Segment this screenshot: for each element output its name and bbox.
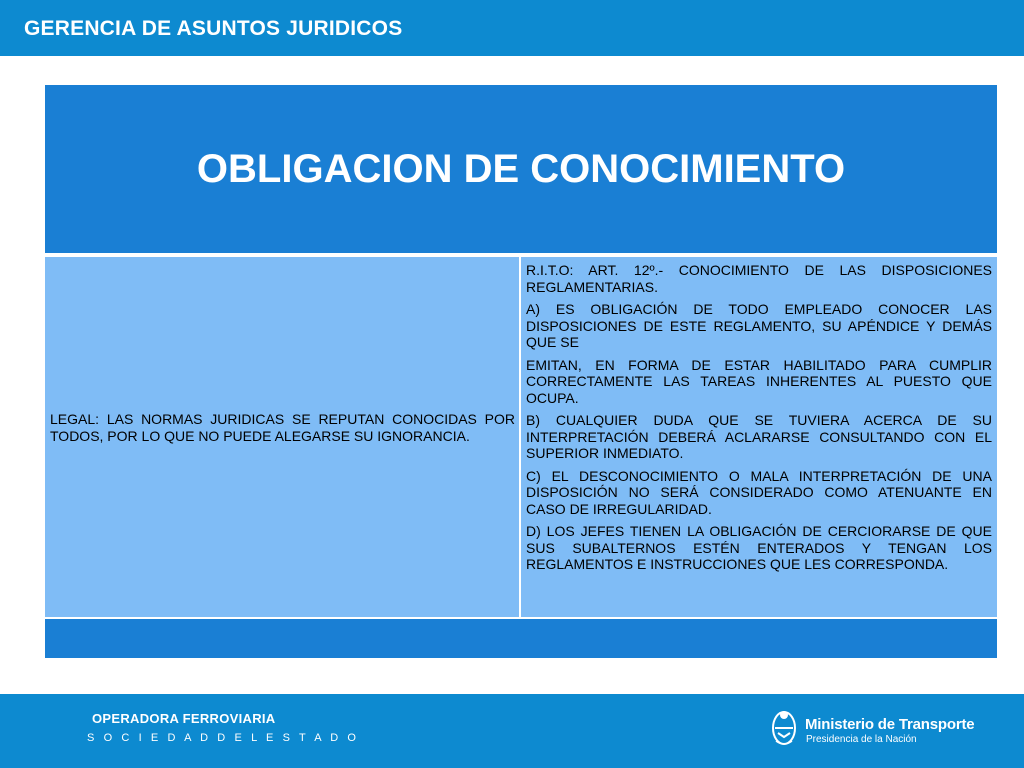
argentina-shield-icon — [770, 707, 798, 747]
rito-paragraph-list — [526, 262, 992, 579]
rito-paragraph: A) ES OBLIGACIÓN DE TODO EMPLEADO CONOCER LAS DISPOSICIONES DE ESTE REGLAMENTO, SU APÉNDICE Y DEMÁS QUE SE — [526, 301, 992, 350]
bottom-footer-bar — [0, 694, 1024, 768]
table-heading: OBLIGACION DE CONOCIMIENTO — [196, 147, 846, 191]
table-footer-cell — [45, 619, 997, 658]
legal-text: LEGAL: LAS NORMAS JURIDICAS SE REPUTAN CONOCIDAS POR TODOS, POR LO QUE NO PUEDE ALEGARSE SU IGNORANCIA. — [50, 411, 515, 444]
rito-paragraph: C) EL DESCONOCIMIENTO O MALA INTERPRETACIÓN DE UNA DISPOSICIÓN NO SERÁ CONSIDERADO COMO ATENUANTE EN CASO DE IRREGULARIDAD. — [526, 467, 992, 517]
department-title: GERENCIA DE ASUNTOS JURIDICOS — [24, 17, 403, 40]
operator-subtitle: S O C I E D A D D E L E S T A D O — [87, 732, 360, 744]
rito-paragraph: B) CUALQUIER DUDA QUE SE TUVIERA ACERCA DE SU INTERPRETACIÓN DEBERÁ ACLARARSE CONSULTANDO CON EL SUPERIOR INMEDIATO. — [526, 412, 992, 461]
rito-paragraph: D) LOS JEFES TIENEN LA OBLIGACIÓN DE CERCIORARSE DE QUE SUS SUBALTERNOS ESTÉN ENTERADOS Y TENGAN LOS REGLAMENTOS E INSTRUCCIONES QUE LES CORRESPONDA. — [526, 523, 992, 572]
content-table — [45, 85, 997, 658]
top-header-bar — [0, 0, 1024, 56]
rito-paragraph: EMITAN, EN FORMA DE ESTAR HABILITADO PARA CUMPLIR CORRECTAMENTE LAS TAREAS INHERENTES AL PUESTO QUE OCUPA. — [526, 356, 992, 406]
table-heading-cell — [45, 85, 997, 255]
operator-name: OPERADORA FERROVIARIA — [92, 711, 276, 726]
ministry-subtitle: Presidencia de la Nación — [806, 734, 917, 745]
legal-cell — [45, 257, 519, 617]
ministry-name: Ministerio de Transporte — [805, 716, 975, 733]
rito-paragraph: R.I.T.O: ART. 12º.- CONOCIMIENTO DE LAS DISPOSICIONES REGLAMENTARIAS. — [526, 262, 992, 295]
rito-cell — [521, 257, 997, 617]
